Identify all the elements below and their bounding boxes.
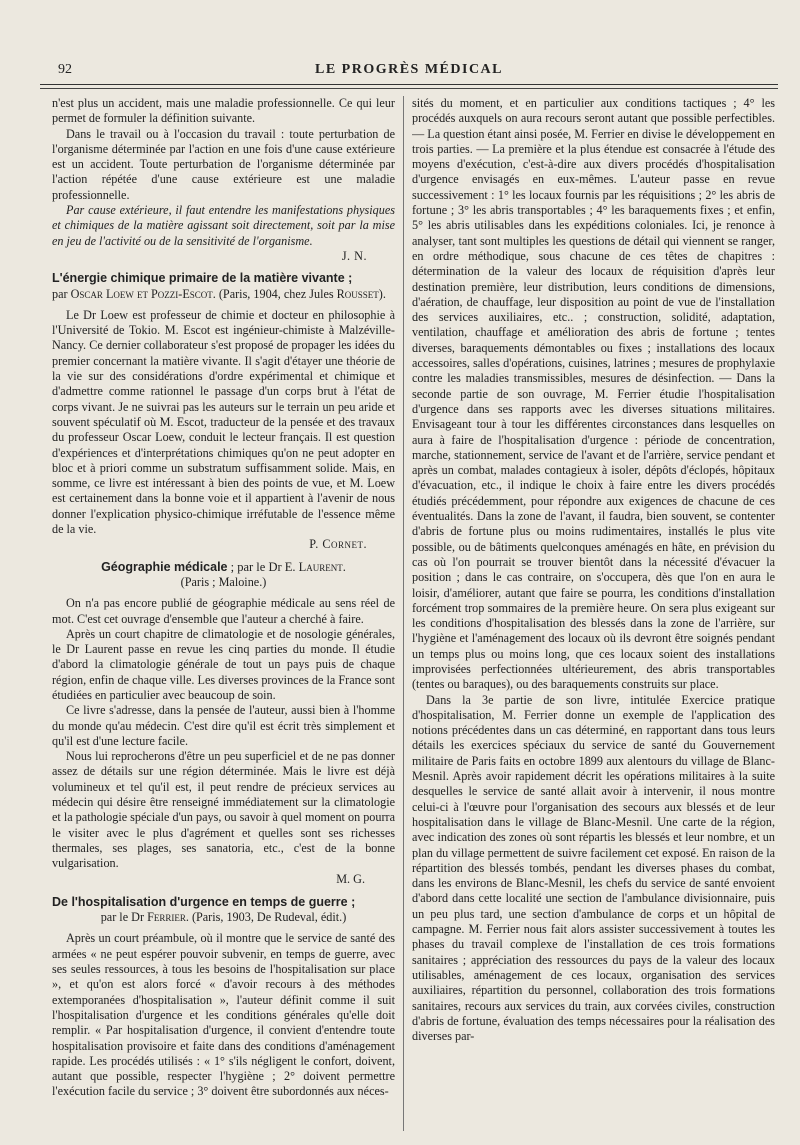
review-authors: Oscar Loew et Pozzi-Escot. bbox=[70, 286, 216, 301]
paragraph bbox=[52, 127, 395, 203]
review-author: E. Laurent. bbox=[284, 559, 346, 574]
meta-prefix: par le Dr bbox=[100, 910, 145, 925]
review-title bbox=[52, 560, 395, 575]
paragraph: Ce livre s'adresse, dans la pensée de l'auteur, aussi bien à l'homme du monde qu'au médecin. C'est dire qu'il est écrit très simplement et qu'il est d'une lecture facile. bbox=[52, 703, 395, 748]
column-divider bbox=[403, 96, 404, 1131]
review-title-suffix: ; par le Dr bbox=[227, 559, 285, 574]
right-column bbox=[412, 96, 775, 1131]
paragraph: Après un court chapitre de climatologie et de nosologie générales, le Dr Laurent passe en revue les cinq parties du monde. Il étudie d'abord la climatologie générale de tout un pays puis de chaque région, enfin de chaque ville. Les diverses provinces de la France sont étudiées en particulier avec beaucoup de soin. bbox=[52, 626, 395, 702]
review-title: De l'hospitalisation d'urgence en temps de guerre ; bbox=[52, 894, 356, 909]
review-meta bbox=[52, 287, 395, 302]
signature: J. N. bbox=[341, 248, 367, 263]
review-title-text: Géographie médicale bbox=[101, 559, 228, 574]
paragraph: sités du moment, et en particulier aux conditions tactiques ; 4° les procédés auxquels on aura recours seront autant que possible perfectibles. — La question étant ainsi posée, M. Ferrier en divise le développement en trois parties. — La première et la plus étendue est consacrée à l'étude des moyens d'exécution, c'est-à-dire aux divers procédés d'hospitalisation d'urgence envisagés en eux-mêmes. L'auteur passe en revue successivement : 1° les locaux fournis par les réquisitions ; 2° les abris de fortune ; 3° les abris transportables ; 4° les baraquements fixes ; et enfin, 5° les abris utilisables dans les expéditions coloniales. Ici, je renonce à analyser, tant sont multiples les questions de détail qui viennent se ranger, en ordre méthodique, sous chacune de ces têtes de chapitres : détermination de la valeur des locaux de réquisition d'après leur destination première, leur distribution, leurs conditions de dimensions, d'aération, de chauffage, leur disposition au point de vue de l'installation des services auxiliaires, etc.. ; construction, solidité, adaptation, ventilation, chauffage et amélioration des abris de fortune ; tentes diverses, baraquements démontables ou fixes ; installations des locaux accessoires, salles d'opérations, cuisines, latrines ; mesures de prophylaxie contre les maladies transmissibles, mesures de désinfection. — Dans la seconde partie de son ouvrage, M. Ferrier étudie l'hospitalisation d'urgence dans ses rapports avec les diverses situations militaires. Envisageant tour à tour les différentes circonstances dans lesquelles on aura à faire de l'hospitalisation d'urgence : période de concentration, marche, stationnement, service de l'avant et de l'arrière, service pendant et après un combat, malades contagieux à isoler, dépôts d'éclopés, hôpitaux d'évacuation, etc., il indique le choix à faire entre les divers procédés étudiés précédemment, pour répondre aux exigences de chacune de ces éventualités. Dans la zone de l'avant, il faudra, bien souvent, se contenter d'abris de fortune plus ou moins rudimentaires, installés le plus vite possible, ou de bâtiments quelconques aménagés en hâte, en prévision du cas où l'on pourrait se trouver bientôt dans la nécessité d'évacuer la position ; dans le cas contraire, on s'occupera, dès que l'on en aura le loisir, d'améliorer, autant que faire se pourra, les conditions d'installation forcément trop sommaires de la première heure. On sera plus exigeant sur les conditions d'hospitalisation des blessés dans la zone de l'arrière, sur l'hygiène et l'aménagement des locaux où ils devront être soignés pendant un temps plus ou moins long, que ces locaux soient des installations improvisées perfectionnées ultérieurement, des abris transportables (tentes ou baraques), ou des baraquements construits sur place. bbox=[412, 96, 775, 692]
paragraph: Nous lui reprocherons d'être un peu superficiel et de ne pas donner assez de détails sur une région déterminée. Mais le livre est déjà volumineux et tel qu'il est, il peut rendre de précieux services au médecin qui désire être renseigné immédiatement sur la climatologie et la pathologie spéciale d'un pays, ou savoir à quel moment on pourra le visiter avec le plus d'agrément et quelles sont ses richesses thermales, ses plages, ses sanatoria, etc., c'est de la bonne vulgarisation. bbox=[52, 749, 395, 871]
review-title: L'énergie chimique primaire de la matière vivante ; bbox=[52, 271, 353, 286]
paragraph: n'est plus un accident, mais une maladie professionnelle. Ce qui leur permet de formuler la définition suivante. bbox=[52, 96, 395, 126]
review-publication: (Paris, 1903, De Rudeval, édit.) bbox=[191, 910, 347, 925]
page-number: 92 bbox=[58, 62, 72, 77]
paragraph: On n'a pas encore publié de géographie médicale au sens réel de mot. C'est cet ouvrage d'ensemble que l'auteur a cherché à faire. bbox=[52, 596, 395, 626]
paragraph: Dans la 3e partie de son livre, intitulée Exercice pratique d'hospitalisation, M. Ferrier donne un exemple de l'application des notions précédentes dans un cas déterminé, en rapportant dans tous leurs détails les exercices spéciaux du service de santé du Gouvernement militaire de Paris faits en octobre 1899 aux alentours du village de Blanc-Mesnil. Après avoir rapidement décrit les opérations militaires à la suite desquelles le service de santé allait avoir à intervenir, il nous montre celui-ci à l'œuvre pour l'organisation des secours aux blessés et de leur hospitalisation dans le village de Blanc-Mesnil. Une carte de la région, avec indication des zones où sont répartis les blessés et leur nombre, et un plan du village permettent de suivre facilement cet exposé. En raison de la répartition des blessés tombés, pendant les diverses phases du combat, dans les environs de Blanc-Mesnil, les chefs du service de santé envoient d'abord dans cette localité une section de l'ambulance divisionnaire, puis un peu plus tard, une section d'ambulance de corps et un hôpital de campagne. M. Ferrier nous fait alors assister successivement à toutes les phases du travail complexe de l'installation de ces trois formations sanitaires ; appréciation des ressources du pays de la valeur des locaux utilisables, aménagement de ces locaux, organisation des services auxiliaires, répartition du personnel, collaboration des trois formations sanitaires, recours aux services du train, aux corvées civiles, construction d'abris de fortune, évaluation des temps nécessaires pour la réalisation des diverses par- bbox=[412, 692, 775, 1044]
header-rule-thin bbox=[40, 88, 778, 89]
paragraph: Par cause extérieure, il faut entendre les manifestations physiques et chimiques de la matière agissant soit directement, soit par la mise en jeu de l'activité ou de la sensitivité de l'organisme. bbox=[52, 203, 395, 248]
header-rule bbox=[40, 84, 778, 85]
paragraph: Le Dr Loew est professeur de chimie et docteur en philosophie à l'Université de Tokio. M. Escot est ingénieur-chimiste à Malzéville-Nancy. Ce dernier collaborateur s'est proposé de propager les idées du premier concernant la matière vivante. Il s'agit d'étayer une théorie de la vie sur des considérations d'ordre expérimental et chimique et d'admettre comme rationnel le passage d'un corps brut à l'état de corps vivant. Je ne suivrai pas les auteurs sur le terrain un peu aride et souvent spéculatif où M. Escot, traducteur de la pensée et des travaux du professeur Oscar Loew, conduit le lecteur français. Il est question d'expériences et d'interprétations chimiques qu'on ne peut adopter en bloc et à priori comme un substratum suffisamment solide. Mais, en somme, ce livre est intéressant à bien des points de vue, et M. Loew est certainement dans la bonne voie et il appartient à l'avenir de nous donner l'explication physico-chimique irréfutable de l'essence même de la vie. bbox=[52, 307, 395, 537]
running-header bbox=[40, 60, 778, 84]
journal-title: LE PROGRÈS MÉDICAL bbox=[314, 62, 504, 77]
review-author: Ferrier. bbox=[147, 910, 189, 925]
signature: P. Cornet. bbox=[309, 537, 367, 552]
review-publication: (Paris ; Maloine.) bbox=[180, 574, 267, 589]
review-publisher: Rousset). bbox=[336, 286, 386, 301]
meta-prefix: par bbox=[52, 286, 68, 301]
left-column bbox=[52, 96, 395, 1131]
review-meta bbox=[52, 910, 395, 925]
review-publication: (Paris, 1904, chez Jules bbox=[218, 286, 334, 301]
paragraph-text: Dans le travail ou à l'occasion du travail : toute perturbation de l'organisme déterminée par l'action en une fois d'une cause extérieure est un accident. Toute perturbation de l'organisme déterminée par l'action répétée d'une cause extérieure est une maladie professionnelle. bbox=[52, 126, 395, 202]
signature: M. G. bbox=[336, 871, 365, 886]
paragraph: Après un court préambule, où il montre que le service de santé des armées « ne peut espérer pouvoir subvenir, en temps de guerre, avec ses seules ressources, à tous les besoins de l'hospitalisation sur place », et qu'on est alors forcé « d'avoir recours à des méthodes extemporanées d'hospitalisation », l'auteur définit comme il suit l'hospitalisation d'urgence et les conditions générales qu'elle doit remplir. « Par hospitalisation d'urgence, il convient d'entendre toute hospitalisation provisoire et faite dans des conditions d'aménagement rapide. Les procédés utilisés : « 1° s'ils négligent le confort, doivent, autant que possible, respecter l'hygiène ; 2° doivent permettre l'exécution facile du service ; 3° doivent être subordonnés aux néces- bbox=[52, 931, 395, 1099]
